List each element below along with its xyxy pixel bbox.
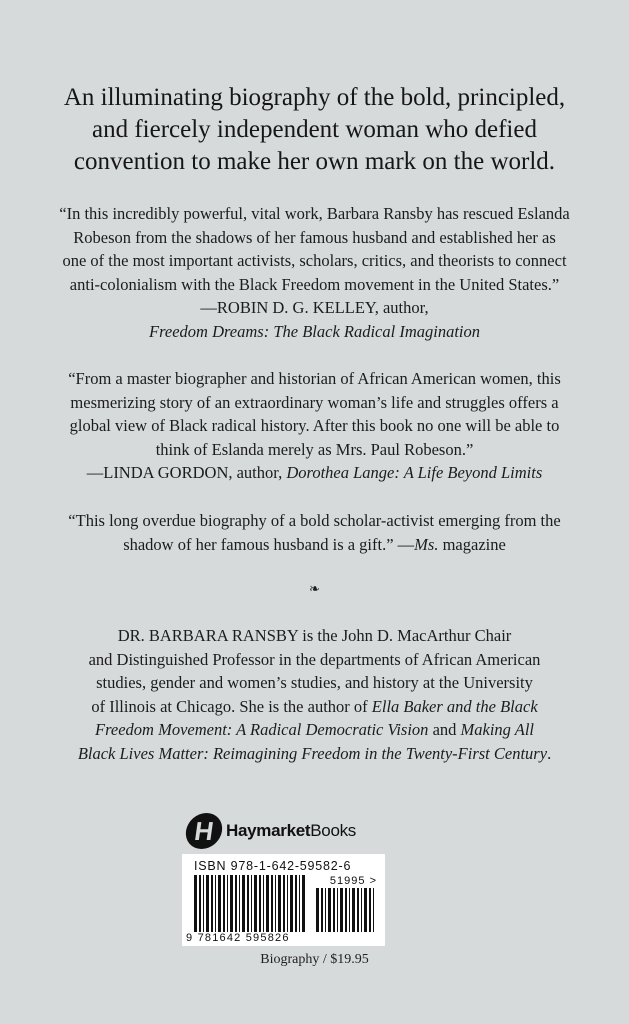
headline: [0, 82, 629, 178]
isbn-barcode: [182, 854, 385, 946]
blurb-gordon: [0, 367, 629, 485]
blurb-attribution: —ROBIN D. G. KELLEY, author,: [200, 298, 429, 317]
category-price: Biography / $19.95: [260, 952, 369, 967]
blurb-line: “This long overdue biography of a bold scholar-activist emerging from the: [68, 511, 561, 530]
bio-line: DR. BARBARA RANSBY is the John D. MacArthur Chair: [117, 626, 512, 645]
fleuron-ornament: ❧: [309, 581, 320, 596]
bio-line: studies, gender and women’s studies, and history at the University: [96, 673, 533, 692]
blurb-line: global view of Black radical history. After this book no one will be able to: [69, 416, 560, 435]
blurb-line: “From a master biographer and historian of African American women, this: [68, 369, 561, 388]
price-code: 51995 >: [329, 875, 377, 887]
blurb-line: shadow of her famous husband is a gift.” —Ms. magazine: [123, 534, 506, 554]
blurb-attribution: —LINDA GORDON, author, Dorothea Lange: A Life Beyond Limits: [86, 463, 543, 482]
blurb-line: “In this incredibly powerful, vital work, Barbara Ransby has rescued Eslanda: [59, 204, 570, 223]
isbn-number: ISBN 978-1-642-59582-6: [194, 859, 352, 873]
bio-line: of Illinois at Chicago. She is the author of Ella Baker and the Black: [91, 696, 538, 716]
publisher-name: HaymarketBooks: [226, 821, 356, 840]
blurb-work-title: Freedom Dreams: The Black Radical Imagination: [149, 321, 480, 341]
blurb-line: anti-colonialism with the Black Freedom movement in the United States.”: [69, 274, 560, 294]
headline-line: convention to make her own mark on the world.: [73, 148, 556, 175]
ean-digits: 9 781642 595826: [186, 932, 290, 944]
headline-line: and fiercely independent woman who defied: [92, 116, 537, 143]
bio-line: Black Lives Matter: Reimagining Freedom in the Twenty-First Century.: [77, 743, 552, 763]
blurb-kelley: [0, 202, 629, 343]
headline-line: An illuminating biography of the bold, principled,: [63, 84, 566, 111]
blurb-line: think of Eslanda merely as Mrs. Paul Robeson.”: [155, 439, 474, 459]
bio-line: and Distinguished Professor in the departments of African American: [88, 649, 541, 669]
blurb-line: Robeson from the shadows of her famous husband and established her as: [73, 227, 556, 247]
blurb-line: one of the most important activists, scholars, critics, and theorists to connect: [62, 251, 567, 270]
publisher-logo: [186, 812, 386, 850]
blurb-line: mesmerizing story of an extraordinary woman’s life and struggles offers a: [70, 392, 559, 412]
blurb-ms-magazine: [0, 509, 629, 556]
author-bio: [0, 624, 629, 765]
haymarket-logo-icon: H: [183, 813, 224, 849]
bio-line: Freedom Movement: A Radical Democratic Vision and Making All: [95, 720, 534, 739]
